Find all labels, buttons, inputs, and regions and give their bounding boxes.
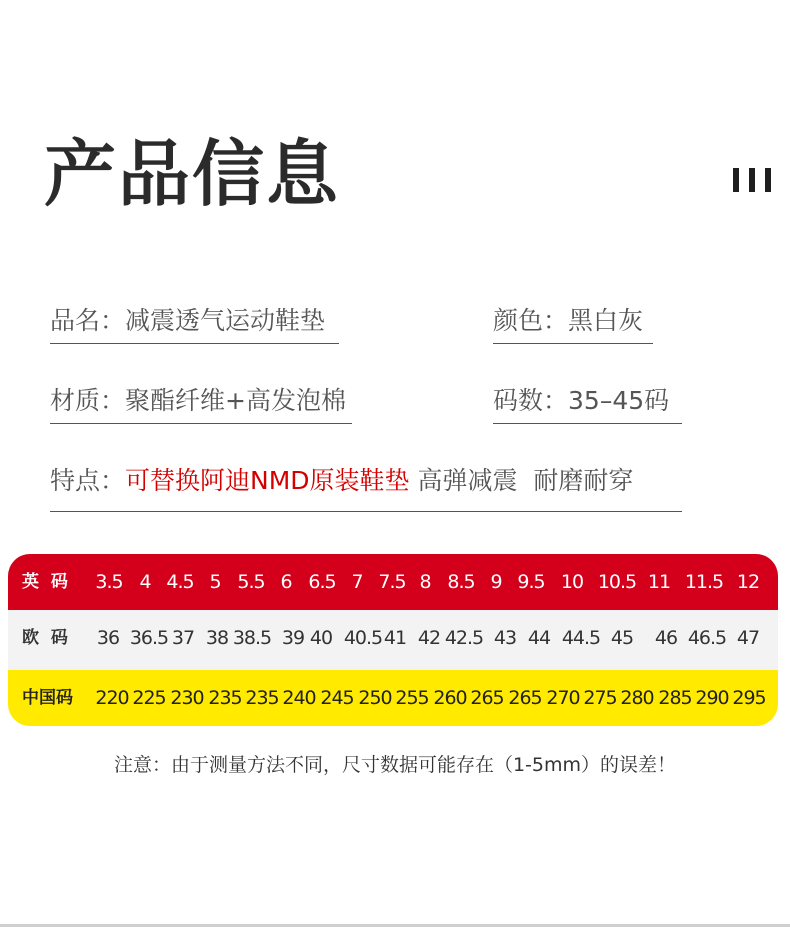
size-cell-cn: 275 [583,687,617,709]
size-row-eu-label: 欧 码 [22,628,68,648]
size-cell-eu: 36 [96,627,120,649]
size-cell-uk: 9.5 [517,571,545,593]
size-cell-uk: 9 [490,571,502,593]
size-cell-cn: 280 [620,687,654,709]
size-cell-cn: 220 [95,687,129,709]
size-cell-cn: 230 [170,687,204,709]
sizes-value: 35–45码 [568,386,670,415]
size-cell-cn: 245 [320,687,354,709]
size-cell-eu: 37 [171,627,195,649]
size-cell-cn: 225 [132,687,166,709]
size-cell-uk: 5.5 [237,571,265,593]
color-label: 颜色： [493,306,569,335]
size-cell-uk: 10 [560,571,584,593]
size-cell-uk: 6.5 [308,571,336,593]
size-cell-eu: 44.5 [561,627,601,649]
size-cell-eu: 40.5 [343,627,383,649]
size-cell-eu: 47 [736,627,760,649]
size-cell-eu: 41 [383,627,407,649]
size-cell-cn: 235 [208,687,242,709]
material-label: 材质： [50,386,126,415]
size-cell-uk: 6 [280,571,292,593]
size-cell-uk: 11.5 [684,571,724,593]
size-cell-uk: 8 [419,571,431,593]
size-cell-eu: 44 [527,627,551,649]
measurement-note: 注意：由于测量方法不同，尺寸数据可能存在（1-5mm）的误差！ [113,754,677,776]
size-cell-uk: 12 [736,571,760,593]
size-row-cn-label: 中国码 [22,688,73,708]
size-row-eu [8,610,778,666]
size-cell-cn: 265 [470,687,504,709]
material-value: 聚酯纤维+高发泡棉 [125,386,346,415]
size-cell-eu: 46.5 [687,627,727,649]
size-cell-uk: 8.5 [447,571,475,593]
size-cell-cn: 285 [658,687,692,709]
size-cell-uk: 5 [209,571,221,593]
features-row [50,468,682,512]
size-cell-uk: 10.5 [597,571,637,593]
size-cell-uk: 7 [351,571,363,593]
size-cell-cn: 240 [282,687,316,709]
size-cell-uk: 4 [139,571,151,593]
size-cell-eu: 46 [654,627,678,649]
material-row [50,388,352,424]
color-value: 黑白灰 [568,306,644,335]
size-cell-eu: 38.5 [232,627,272,649]
size-cell-uk: 7.5 [378,571,406,593]
size-cell-eu: 36.5 [129,627,169,649]
menu-bars-icon [733,168,773,192]
size-cell-eu: 42.5 [444,627,484,649]
size-cell-eu: 40 [309,627,333,649]
size-cell-eu: 43 [493,627,517,649]
size-cell-cn: 290 [695,687,729,709]
size-cell-cn: 250 [358,687,392,709]
size-cell-uk: 11 [647,571,671,593]
product-name-row [50,308,339,344]
size-cell-cn: 270 [546,687,580,709]
size-row-uk-label: 英 码 [22,572,68,592]
color-row [493,308,653,344]
page-title: 产品信息 [44,132,341,216]
product-name-value: 减震透气运动鞋垫 [125,306,326,335]
size-cell-eu: 42 [417,627,441,649]
size-row-cn [8,670,778,726]
size-row-uk [8,554,778,610]
features-highlight: 可替换阿迪NMD原装鞋垫 [125,466,410,495]
sizes-label: 码数： [493,386,569,415]
features-rest: 高弹减震 耐磨耐穿 [409,466,634,495]
size-cell-cn: 235 [245,687,279,709]
size-cell-eu: 38 [205,627,229,649]
size-cell-cn: 260 [433,687,467,709]
features-label: 特点： [50,466,126,495]
size-cell-eu: 39 [281,627,305,649]
size-chart-table [8,554,778,726]
product-name-label: 品名： [50,306,126,335]
size-cell-eu: 45 [610,627,634,649]
size-cell-cn: 265 [508,687,542,709]
size-cell-cn: 255 [395,687,429,709]
size-cell-uk: 3.5 [95,571,123,593]
sizes-row [493,388,682,424]
size-cell-uk: 4.5 [166,571,194,593]
size-cell-cn: 295 [732,687,766,709]
